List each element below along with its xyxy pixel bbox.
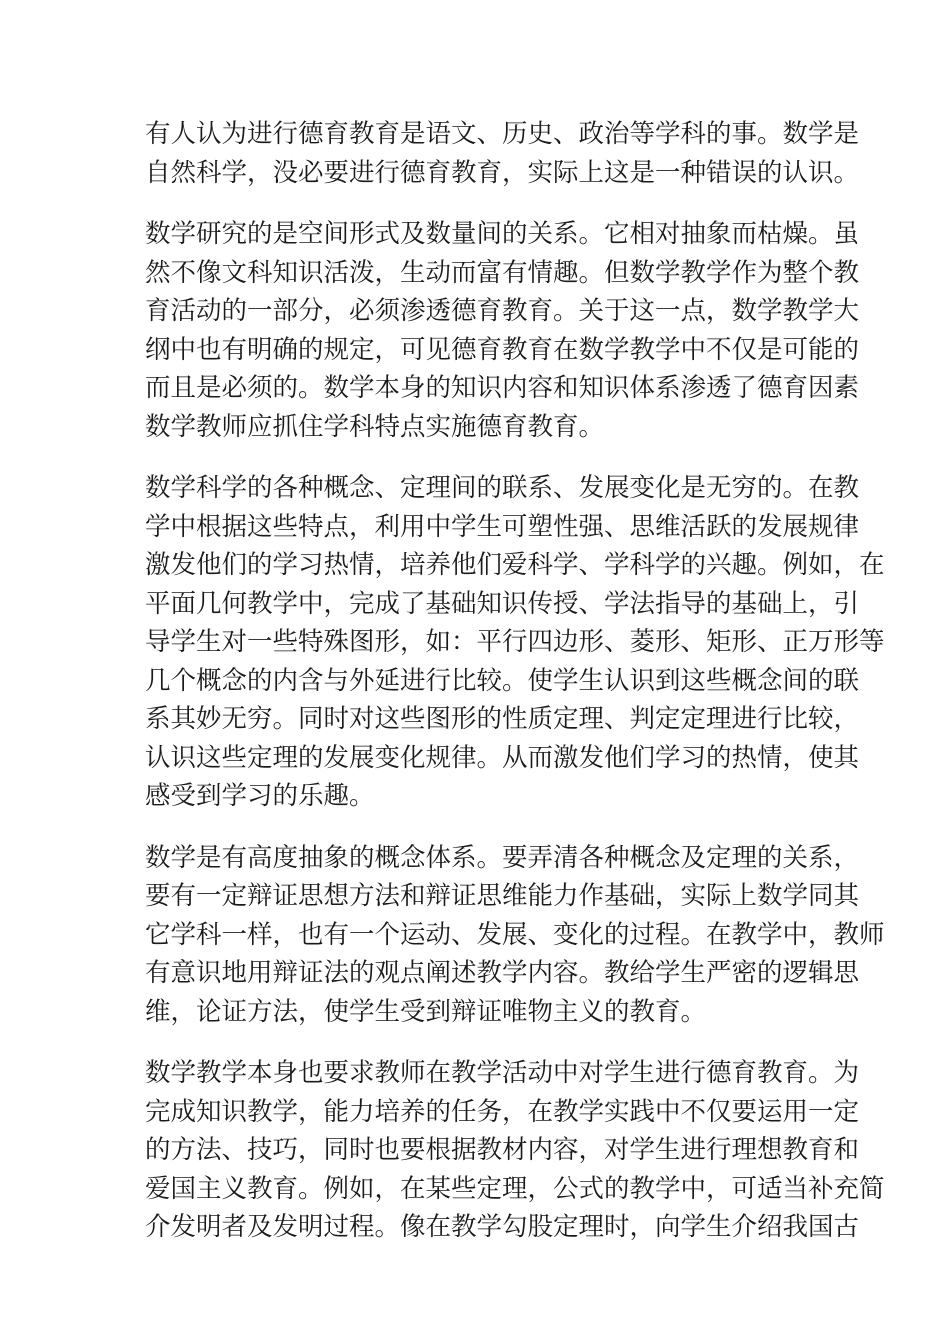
- text-line: 学中根据这些特点，利用中学生可塑性强、思维活跃的发展规律: [145, 511, 860, 542]
- text-line: 几个概念的内含与外延进行比较。使学生认识到这些概念间的联: [145, 665, 860, 696]
- text-line: 激发他们的学习热情，培养他们爱科学、学科学的兴趣。例如，在: [145, 550, 885, 580]
- text-line: 导学生对一些特殊图形，如：平行四边形、菱形、矩形、正万形等: [145, 627, 885, 657]
- text-line: 纲中也有明确的规定，可见德育教育在数学教学中不仅是可能的: [145, 334, 860, 365]
- text-line: 数学是有高度抽象的概念体系。要弄清各种概念及定理的关系，: [145, 842, 860, 873]
- text-line: 自然科学，没必要进行德育教育，实际上这是一种错误的认识。: [145, 157, 860, 188]
- text-line: 系其妙无穷。同时对这些图形的性质定理、判定定理进行比较，: [145, 704, 860, 734]
- text-line: 爱国主义教育。例如，在某些定理，公式的教学中，可适当补充简: [145, 1173, 885, 1204]
- text-line: 而且是必须的。数学本身的知识内容和知识体系渗透了德育因素: [145, 373, 860, 403]
- paragraph-4: [145, 839, 885, 1032]
- text-line: 的方法、技巧，同时也要根据教材内容，对学生进行理想教育和: [145, 1135, 860, 1165]
- paragraph-5: [145, 1054, 885, 1247]
- text-line: 数学教学本身也要求教师在教学活动中对学生进行德育教育。为: [145, 1058, 860, 1088]
- text-line: 平面几何教学中，完成了基础知识传授、学法指导的基础上，引: [145, 588, 860, 619]
- text-line: 完成知识教学，能力培养的任务，在教学实践中不仅要运用一定: [145, 1096, 860, 1127]
- document-body: [145, 115, 885, 1270]
- text-line: 数学教师应抓住学科特点实施德育教育。: [145, 411, 605, 442]
- text-line: 育活动的一部分，必须渗透德育教育。关于这一点，数学教学大: [145, 296, 860, 326]
- paragraph-2: [145, 215, 860, 446]
- text-line: 数学研究的是空间形式及数量间的关系。它相对抽象而枯燥。虽: [145, 219, 860, 249]
- text-line: 数学科学的各种概念、定理间的联系、发展变化是无穷的。在教: [145, 473, 860, 503]
- text-line: 有意识地用辩证法的观点阐述教学内容。教给学生严密的逻辑思: [145, 958, 860, 988]
- paragraph-1: [145, 115, 860, 192]
- text-line: 维，论证方法，使学生受到辩证唯物主义的教育。: [145, 996, 707, 1027]
- text-line: 要有一定辩证思想方法和辩证思维能力作基础，实际上数学同其: [145, 881, 860, 911]
- text-line: 然不像文科知识活泼，生动而富有情趣。但数学教学作为整个教: [145, 257, 860, 288]
- text-line: 有人认为进行德育教育是语文、历史、政治等学科的事。数学是: [145, 119, 860, 149]
- text-line: 介发明者及发明过程。像在教学勾股定理时，向学生介绍我国古: [145, 1212, 860, 1242]
- text-line: 它学科一样，也有一个运动、发展、变化的过程。在教学中，教师: [145, 919, 885, 950]
- text-line: 认识这些定理的发展变化规律。从而激发他们学习的热情，使其: [145, 742, 860, 773]
- paragraph-3: [145, 469, 885, 816]
- text-line: 感受到学习的乐趣。: [145, 781, 375, 811]
